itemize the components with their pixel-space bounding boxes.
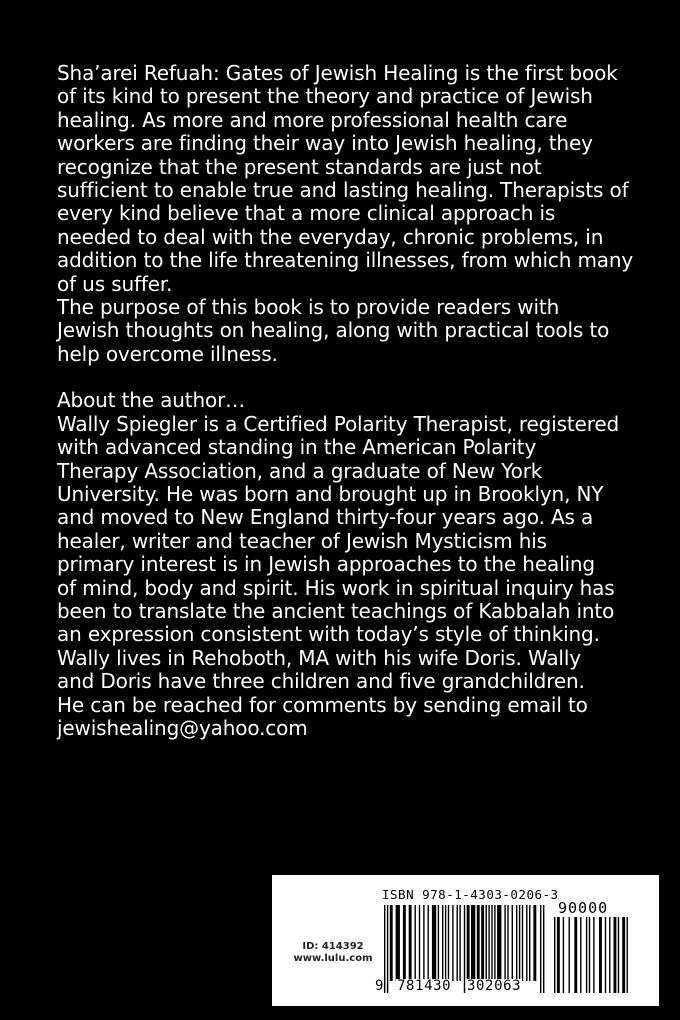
barcode-bar (543, 905, 544, 993)
barcode-bar (563, 917, 564, 993)
barcode-bar (445, 905, 446, 981)
barcode-bar (497, 905, 501, 981)
isbn-label: ISBN 978-1-4303-0206-3 (382, 887, 559, 902)
description-paragraph-1: Sha’arei Refuah: Gates of Jewish Healing is the first book of its kind to present the theory and practice of Jewish healing. As more and more professional health care workers are finding their way into Jewish healing, they recognize that the present standards are just not sufficient to enable true and lasting healing. Therapists of every kind believe that a more clinical approach is needed to deal with the everyday, chronic problems, in addition to the life threatening illnesses, from which many of us suffer. (57, 61, 634, 296)
barcode-bar (419, 905, 420, 981)
barcode-bar (467, 905, 470, 981)
barcode-bar (390, 905, 393, 981)
paragraph-spacer (57, 366, 647, 389)
barcode-bar (599, 917, 602, 993)
barcode-bar (442, 905, 443, 981)
barcode-bar (554, 917, 555, 993)
barcode-digits-right: 302063 (467, 978, 522, 994)
barcode-bar (387, 905, 388, 993)
barcode-bar (491, 905, 492, 981)
barcode-bar (512, 905, 513, 981)
barcode-bar (507, 905, 508, 981)
barcode-bar (448, 905, 449, 981)
barcode-bar (522, 905, 523, 981)
barcode-digit-first: 9 (375, 978, 384, 994)
barcode-bar (504, 905, 505, 981)
barcode-bar (609, 917, 610, 993)
barcode-bar (618, 917, 619, 993)
barcode-bar (428, 905, 429, 981)
barcode-bar (457, 905, 458, 981)
barcode-bar (432, 905, 436, 981)
about-author-heading: About the author… (57, 388, 246, 413)
barcode-bar (586, 917, 587, 993)
barcode-bar (488, 905, 489, 981)
barcode-bar (486, 905, 487, 981)
publisher-site: www.lulu.com (293, 953, 373, 964)
back-cover-text (57, 62, 647, 740)
barcode-bar (438, 905, 439, 981)
barcode-bar (574, 917, 577, 993)
barcode-bar (396, 905, 400, 981)
barcode-bar (516, 905, 517, 981)
barcode-bar (471, 905, 475, 981)
price-code: 90000 (558, 899, 609, 917)
barcode-bar (627, 917, 628, 993)
description-paragraph-2: The purpose of this book is to provide readers with Jewish thoughts on healing, along with practical tools to help overcome illness. (57, 295, 610, 366)
barcode-bar (403, 905, 406, 981)
barcode-bar (477, 905, 480, 981)
publisher-id: ID: 414392 (302, 941, 364, 952)
barcode-bar (580, 917, 581, 993)
barcode-digits-left: 781430 (397, 978, 452, 994)
barcode-bar (519, 905, 520, 981)
barcode-bar (481, 905, 484, 981)
barcode-bar (464, 905, 465, 993)
barcode-bar (415, 905, 416, 981)
barcode-bar (494, 905, 495, 981)
barcode-bar (593, 917, 594, 993)
barcode-bar (459, 905, 460, 981)
barcode-label (272, 875, 659, 1006)
barcode-bar (605, 917, 606, 993)
barcode-bar (614, 917, 617, 993)
barcode-bar (423, 905, 424, 981)
barcode-bar (409, 905, 412, 981)
barcode-bar (589, 917, 590, 993)
author-bio: Wally Spiegler is a Certified Polarity Therapist, registered with advanced standing in the American Polarity Therapy Association, and a graduate of New York University. He was born and brought up in Brooklyn, NY and moved to New England thirty-four years ago. As a healer, writer and teacher of Jewish Mysticism his primary interest is in Jewish approaches to the healing of mind, body and spirit. His work in spiritual inquiry has been to translate the ancient teachings of Kabbalah into an expression consistent with today’s style of thinking. Wally lives in Rehoboth, MA with his wife Doris. Wally and Doris have three children and five grandchildren. He can be reached for comments by sending email to jewishealing@yahoo.com (57, 411, 620, 740)
barcode-bar (452, 905, 453, 981)
barcode-bar (569, 917, 570, 993)
barcode-bar (622, 917, 625, 993)
barcode-bar (557, 917, 560, 993)
barcode-bar (526, 905, 527, 981)
barcode-bar (533, 905, 536, 981)
barcode-bar (529, 905, 530, 981)
barcode-bar (540, 905, 541, 993)
